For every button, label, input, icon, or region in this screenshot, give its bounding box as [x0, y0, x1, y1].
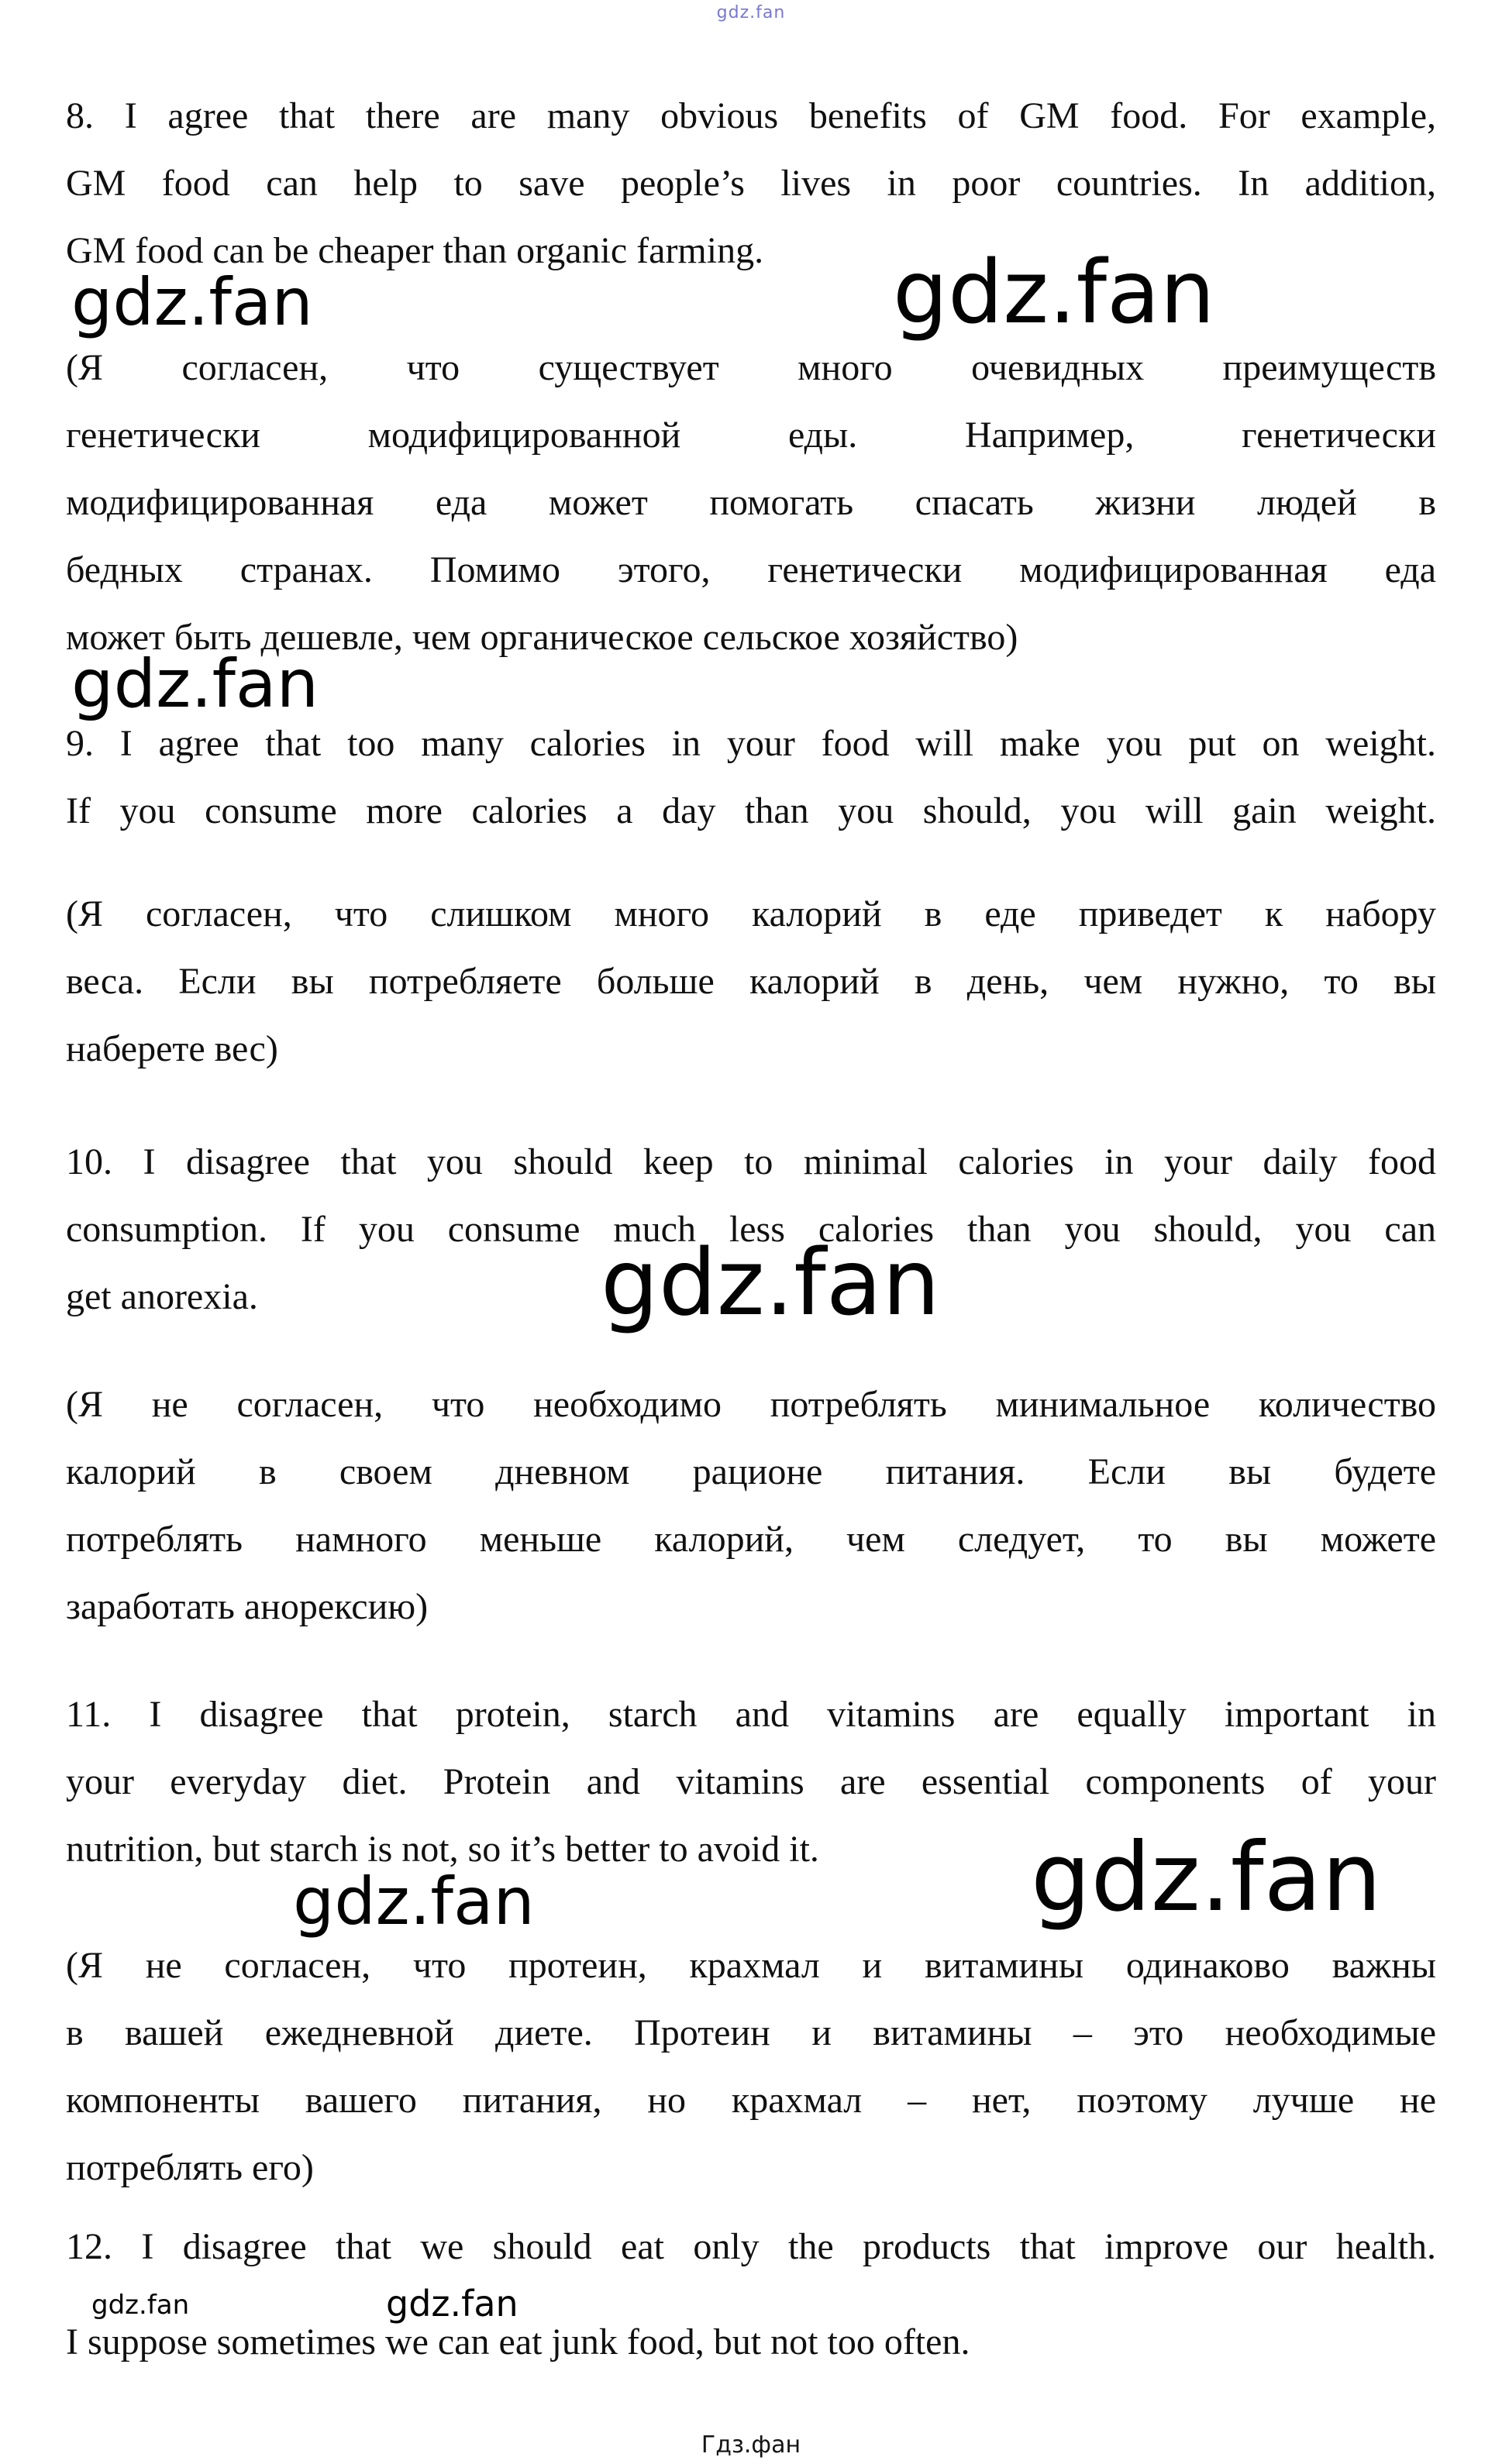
- watermark-gdz-fan-p12-small: gdz.fan: [91, 2290, 190, 2321]
- text-line: I suppose sometimes we can eat junk food, but not too often.: [66, 2321, 970, 2362]
- text-line: компоненты вашего питания, но крахмал – нет, поэтому лучше не: [66, 2080, 1436, 2121]
- watermark-gdz-fan-p10-center: gdz.fan: [601, 1229, 940, 1336]
- watermark-gdz-fan-top: gdz.fan: [716, 3, 786, 22]
- text-line: модифицированная еда может помогать спасать жизни людей в: [66, 482, 1436, 523]
- text-line: бедных странах. Помимо этого, генетически модифицированная еда: [66, 549, 1436, 590]
- text-line: 11. I disagree that protein, starch and vitamins are equally important in: [66, 1694, 1436, 1735]
- text-line: (Я не согласен, что необходимо потреблять минимальное количество: [66, 1384, 1436, 1425]
- text-line: веса. Если вы потребляете больше калорий в день, чем нужно, то вы: [66, 961, 1436, 1002]
- watermark-gdz-fan-p11-right: gdz.fan: [1031, 1822, 1382, 1932]
- text-line: consumption. If you consume much less calories than you should, you can: [66, 1209, 1436, 1250]
- text-line: 9. I agree that too many calories in your food will make you put on weight.: [66, 723, 1436, 764]
- paragraph-9-russian: [66, 880, 1436, 1082]
- text-line: в вашей ежедневной диете. Протеин и витамины – это необходимые: [66, 2012, 1436, 2053]
- text-line: get anorexia.: [66, 1276, 258, 1317]
- text-line: 8. I agree that there are many obvious benefits of GM food. For example,: [66, 95, 1436, 136]
- text-line: заработать анорексию): [66, 1586, 429, 1627]
- text-line: (Я согласен, что слишком много калорий в еде приведет к набору: [66, 893, 1436, 934]
- text-line: наберете вес): [66, 1028, 278, 1069]
- text-line: If you consume more calories a day than you should, you will gain weight.: [66, 790, 1436, 831]
- text-line: 10. I disagree that you should keep to minimal calories in your daily food: [66, 1141, 1436, 1182]
- text-line: nutrition, but starch is not, so it’s better to avoid it.: [66, 1829, 819, 1870]
- text-line: потреблять намного меньше калорий, чем следует, то вы можете: [66, 1519, 1436, 1560]
- text-line: потреблять его): [66, 2147, 314, 2188]
- paragraph-11-russian: [66, 1932, 1436, 2201]
- text-line: GM food can help to save people’s lives in poor countries. In addition,: [66, 163, 1436, 204]
- text-line: калорий в своем дневном рационе питания. Если вы будете: [66, 1451, 1436, 1492]
- text-line: your everyday diet. Protein and vitamins are essential components of your: [66, 1761, 1436, 1802]
- watermark-gdz-fan-p12-medium: gdz.fan: [386, 2283, 518, 2325]
- watermark-gdz-fan-p8-right: gdz.fan: [893, 243, 1215, 343]
- watermark-gdz-fan-p8-left: gdz.fan: [71, 264, 313, 340]
- paragraph-8-russian: [66, 334, 1436, 671]
- watermark-gdz-fan-p9-left: gdz.fan: [71, 645, 319, 723]
- text-line: может быть дешевле, чем органическое сельское хозяйство): [66, 617, 1018, 658]
- paragraph-12-english: [66, 2213, 1436, 2376]
- footer-site-label: Гдз.фан: [701, 2431, 801, 2459]
- text-line: генетически модифицированной еды. Например, генетически: [66, 415, 1436, 456]
- text-line: 12. I disagree that we should eat only the products that improve our health.: [66, 2226, 1436, 2267]
- watermark-gdz-fan-p11-left: gdz.fan: [293, 1863, 535, 1939]
- text-line: GM food can be cheaper than organic farming.: [66, 230, 764, 271]
- text-line: (Я не согласен, что протеин, крахмал и витамины одинаково важны: [66, 1945, 1436, 1986]
- paragraph-8-english: [66, 82, 1436, 284]
- text-line: (Я согласен, что существует много очевидных преимуществ: [66, 347, 1436, 388]
- paragraph-10-russian: [66, 1371, 1436, 1640]
- paragraph-9-english: [66, 710, 1436, 845]
